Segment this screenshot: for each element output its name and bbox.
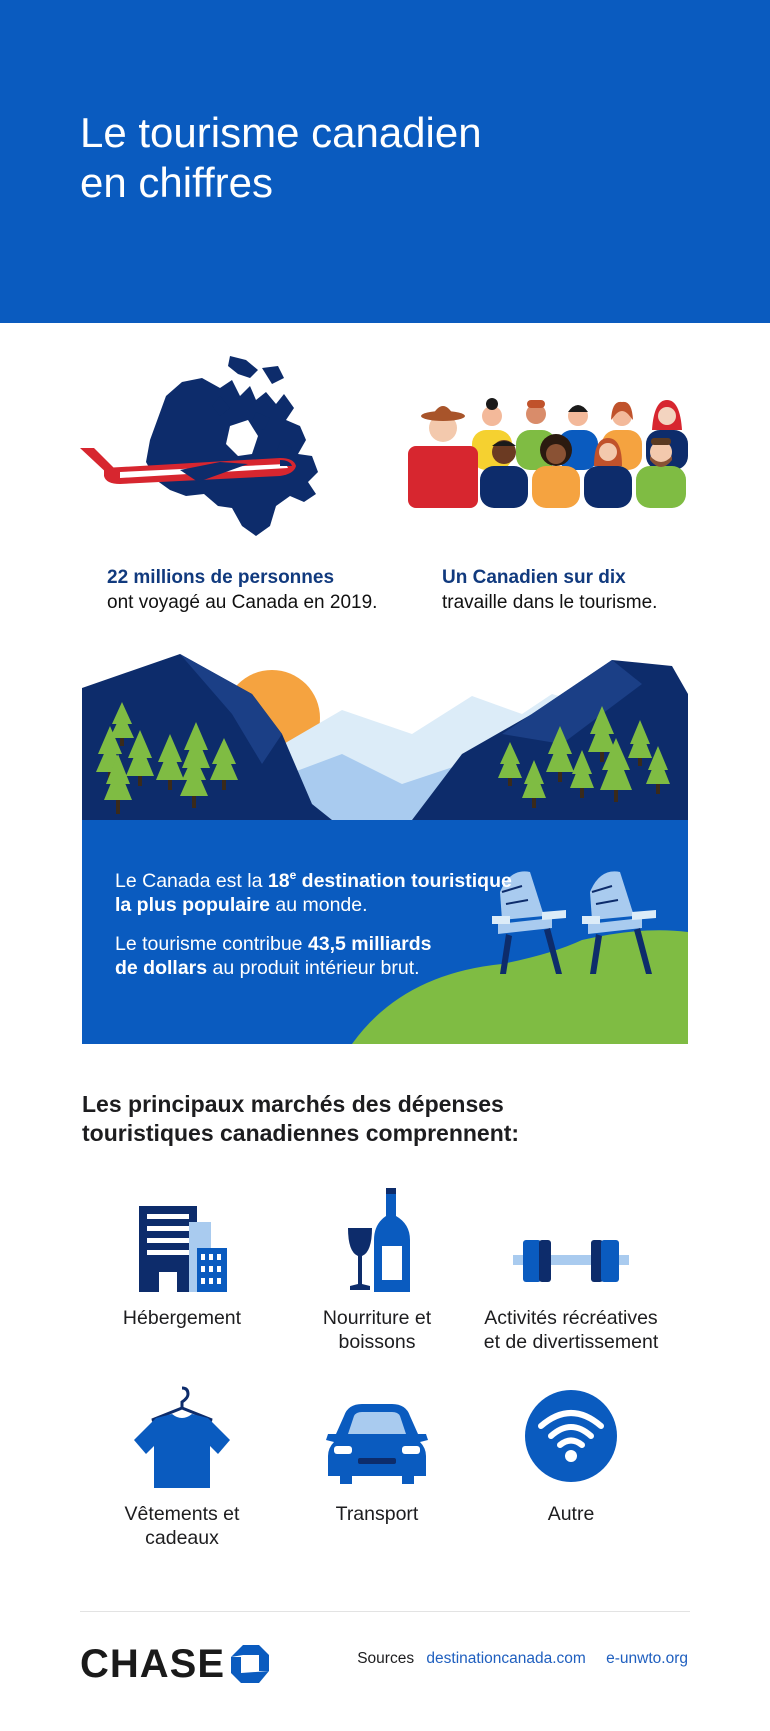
source-link-unwto[interactable]: e-unwto.org xyxy=(606,1650,688,1667)
market-transport-label: Transport xyxy=(335,1503,419,1525)
dumbbell-icon xyxy=(513,1188,629,1292)
stat-employment-headline: Un Canadien sur dix xyxy=(442,567,626,588)
ranking-number: 18 xyxy=(267,870,290,892)
source-link-destinationcanada[interactable]: destinationcanada.com xyxy=(426,1650,586,1667)
ranking-destination: destination touristique xyxy=(296,870,512,892)
wifi-circle-icon xyxy=(519,1384,623,1488)
shirt-on-hanger-icon xyxy=(132,1384,232,1488)
page-title xyxy=(80,108,580,208)
stat-travellers-text: ont voyagé au Canada en 2019. xyxy=(107,592,378,613)
sources-line xyxy=(357,1648,688,1670)
chase-octagon-logo-icon xyxy=(231,1645,269,1683)
crowd-of-people-icon xyxy=(408,396,690,508)
hotel-building-icon xyxy=(137,1188,227,1292)
page-title-line2: en chiffres xyxy=(80,159,273,206)
ranking-prefix: Le Canada est la xyxy=(115,870,268,892)
market-transport xyxy=(272,1384,482,1526)
gdp-amount: 43,5 milliards xyxy=(307,933,432,955)
header-banner xyxy=(0,0,770,323)
stat-travellers-headline: 22 millions de personnes xyxy=(107,567,335,588)
gdp-prefix: Le tourisme contribue xyxy=(115,933,308,955)
stat-travellers xyxy=(107,565,417,615)
market-clothing-gifts-label-1: Vêtements et xyxy=(124,1503,240,1525)
markets-title xyxy=(82,1090,702,1148)
market-recreation xyxy=(466,1188,676,1354)
gdp-suffix: au produit intérieur brut. xyxy=(207,957,420,979)
market-food-drinks xyxy=(272,1188,482,1354)
markets-title-line1: Les principaux marchés des dépenses xyxy=(82,1091,504,1117)
gdp-text xyxy=(115,932,475,980)
market-other xyxy=(466,1384,676,1526)
ranking-text xyxy=(115,863,555,917)
market-recreation-label-2: et de divertissement xyxy=(483,1331,659,1353)
wine-bottle-glass-icon xyxy=(342,1188,412,1292)
market-food-drinks-label-2: boissons xyxy=(338,1331,416,1353)
markets-title-line2: touristiques canadiennes comprennent: xyxy=(82,1120,520,1146)
market-other-label: Autre xyxy=(547,1503,595,1525)
ranking-world: au monde. xyxy=(269,894,368,916)
airplane-over-canada-map-icon xyxy=(80,356,360,542)
mountain-lake-illustration xyxy=(82,654,688,1044)
landscape-panel xyxy=(82,654,688,1044)
ranking-suffix: e xyxy=(289,868,297,882)
chase-logo xyxy=(80,1642,269,1686)
market-food-drinks-label-1: Nourriture et xyxy=(322,1307,432,1329)
footer-divider xyxy=(80,1611,690,1612)
ranking-popular: la plus populaire xyxy=(115,894,270,916)
market-accommodation xyxy=(77,1188,287,1330)
gdp-unit: de dollars xyxy=(115,957,208,979)
car-icon xyxy=(322,1384,432,1488)
stat-employment-text: travaille dans le tourisme. xyxy=(442,592,658,613)
market-clothing-gifts xyxy=(77,1384,287,1550)
market-clothing-gifts-label-2: cadeaux xyxy=(145,1527,219,1549)
sources-label: Sources xyxy=(357,1650,415,1667)
stat-employment xyxy=(442,565,742,615)
market-accommodation-label: Hébergement xyxy=(122,1307,242,1329)
market-recreation-label-1: Activités récréatives xyxy=(484,1307,658,1329)
chase-wordmark: CHASE xyxy=(80,1642,226,1686)
page-title-line1: Le tourisme canadien xyxy=(80,109,482,156)
